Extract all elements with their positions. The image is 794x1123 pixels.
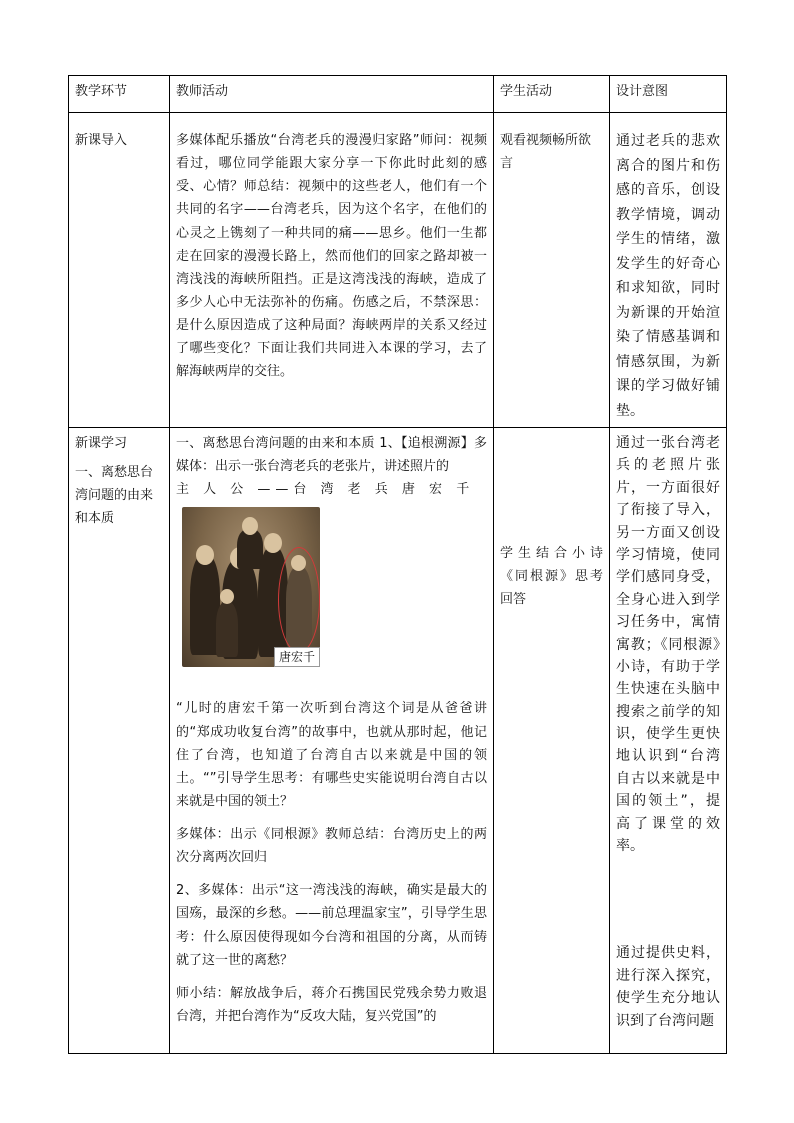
header-row — [69, 76, 727, 113]
teacher-text-1: 一、离愁思台湾问题的由来和本质 1、【追根溯源】多媒体：出示一张台湾老兵的老张片，讲述照片的 — [176, 436, 487, 475]
old-photo — [182, 507, 320, 667]
student-activity-text: 观看视频畅所欲言 — [500, 133, 592, 172]
design-intent-cell — [610, 113, 727, 428]
teacher-text-5: 师小结：解放战争后，蒋介石携国民党残余势力败退台湾，并把台湾作为“反攻大陆，复兴党国”的 — [176, 985, 487, 1024]
student-activity-text: 学生结合小诗《同根源》思考回答 — [500, 546, 603, 608]
header-teacher-activity: 教师活动 — [170, 76, 494, 113]
student-activity-cell — [494, 428, 610, 1054]
stage-label: 新课学习 — [75, 436, 128, 451]
teacher-activity-cell — [170, 113, 494, 428]
design-intent-text: 通过老兵的悲欢离合的图片和伤感的音乐，创设教学情境，调动学生的情绪，激发学生的好奇心和求知欲，同时为新课的开始渲染了情感基调和情感氛围，为新课的学习做好铺垫。 — [616, 133, 720, 419]
student-activity-cell — [494, 113, 610, 428]
stage-sub-label: 一、离愁思台湾问题的由来和本质 — [75, 465, 154, 527]
teacher-activity-text: 多媒体配乐播放“台湾老兵的漫漫归家路”师问：视频看过，哪位同学能跟大家分享一下你此时此刻的感受、心情？师总结：视频中的这些老人，他们有一个共同的名字——台湾老兵，因为这个名字，在他们的心灵之上镌刻了一种共同的痛——思乡。他们一生都走在回家的漫漫长路上，然而他们的回家之路却被一湾浅浅的海峡所阻挡。正是这湾浅浅的海峡，造成了多少人心中无法弥补的伤痛。伤感之后，不禁深思：是什么原因造成了这种局面？海峡两岸的关系又经过了哪些变化？下面让我们共同进入本课的学习，去了解海峡两岸的交往。 — [176, 133, 487, 380]
photo-label: 唐宏千 — [274, 647, 320, 667]
design-intent-cell — [610, 428, 727, 1054]
teacher-text-1-spaced: 主 人 公 ——台 湾 老 兵 唐 宏 千 — [176, 482, 475, 498]
header-student-activity: 学生活动 — [494, 76, 610, 113]
design-intent-text-2: 通过提供史料，进行深入探究，使学生充分地认识到了台湾问题 — [616, 945, 720, 1029]
teacher-activity-cell — [170, 428, 494, 1054]
teacher-text-4: 2、多媒体：出示“这一湾浅浅的海峡，确实是最大的国殇，最深的乡愁。——前总理温家宝”，引导学生思考：什么原因使得现如今台湾和祖国的分离，从而铸就了这一世的离愁？ — [176, 883, 487, 968]
stage-label: 新课导入 — [75, 133, 128, 148]
table-row-intro — [69, 113, 727, 428]
stage-cell — [69, 113, 170, 428]
table-row-new-lesson — [69, 428, 727, 1054]
stage-cell — [69, 428, 170, 1054]
header-design-intent: 设计意图 — [610, 76, 727, 113]
highlight-circle — [278, 547, 320, 653]
design-intent-text-1: 通过一张台湾老兵的老照片张片，一方面很好了衔接了导入，另一方面又创设学习情境，使同学们感同身受，全身心进入到学习任务中，寓情寓教；《同根源》小诗，有助于学生快速在头脑中搜索之前学的知识，使学生更快地认识到“台湾自古以来就是中国的领土”，提高了课堂的效率。 — [616, 435, 720, 855]
header-stage: 教学环节 — [69, 76, 170, 113]
teacher-text-2: “儿时的唐宏千第一次听到台湾这个词是从爸爸讲的“郑成功收复台湾”的故事中，也就从那时起，他记住了台湾，也知道了台湾自古以来就是中国的领土。“”引导学生思考：有哪些史实能说明台湾自古以来就是中国的领土？ — [176, 701, 487, 809]
teacher-text-3: 多媒体：出示《同根源》教师总结：台湾历史上的两次分离两次回归 — [176, 827, 487, 866]
lesson-plan-table — [68, 75, 727, 1054]
